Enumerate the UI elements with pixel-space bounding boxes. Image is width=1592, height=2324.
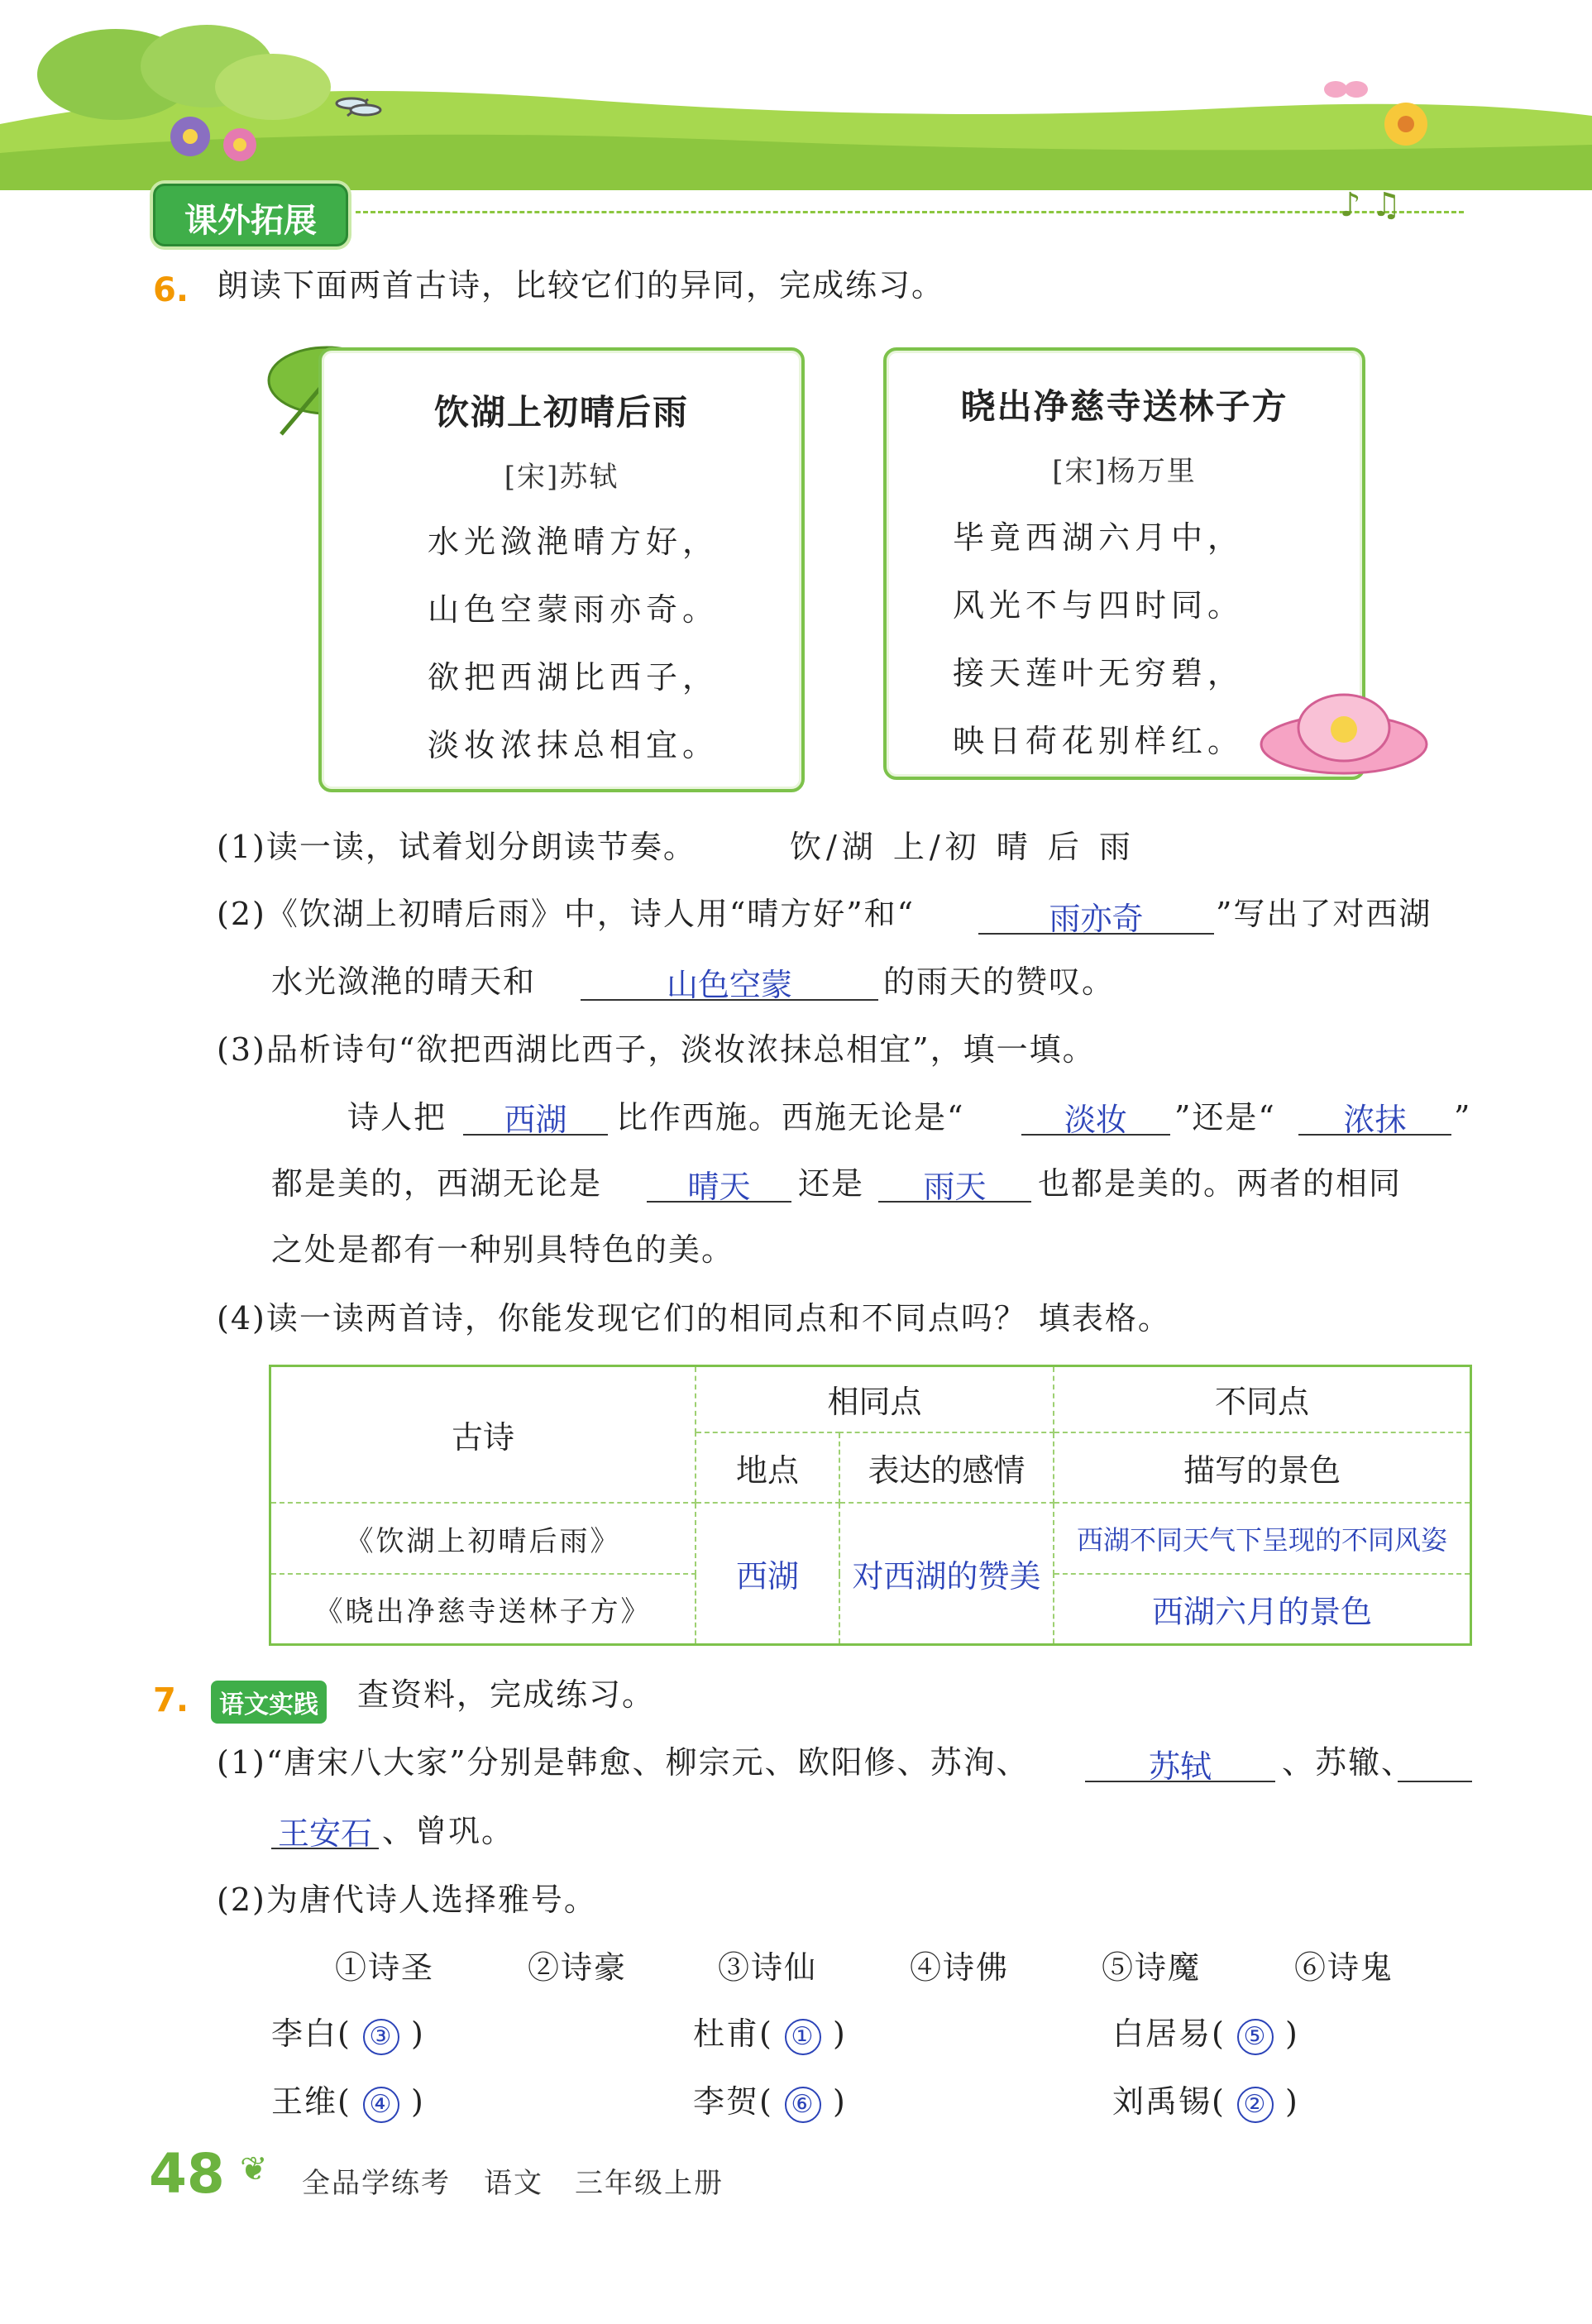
poem-line: 欲把西湖比西子， — [428, 659, 720, 696]
answer-blank[interactable]: 雨亦奇 — [978, 893, 1214, 935]
answer-blank[interactable]: 山色空蒙 — [581, 959, 878, 1001]
book-title: 全品学练考 — [302, 2167, 451, 2200]
poem-line: 接天莲叶无穷碧， — [953, 655, 1245, 691]
page-number: 48 — [149, 2142, 225, 2206]
poem-line: 山色空蒙雨亦奇。 — [428, 591, 720, 628]
subquestion-2: (2)《饮湖上初晴后雨》中，诗人用“晴方好”和“ — [217, 896, 916, 932]
text: 的雨天的赞叹。 — [883, 964, 1116, 1000]
poem-author: [宋]杨万里 — [1052, 455, 1197, 488]
text: 、苏辙、 — [1282, 1744, 1415, 1781]
text: 、曾巩。 — [382, 1813, 515, 1849]
comparison-table — [269, 1365, 1472, 1646]
answer-blank[interactable]: 王安石 — [271, 1808, 379, 1849]
answer-cell[interactable]: 对西湖的赞美 — [839, 1503, 1054, 1644]
text: 都是美的，西湖无论是 — [271, 1165, 603, 1202]
question-prompt: 查资料，完成练习。 — [357, 1676, 656, 1713]
poet-item: 刘禹锡( ② ) — [1112, 2086, 1299, 2123]
answer-blank-line — [1398, 1781, 1472, 1782]
practice-tag: 语文实践 — [211, 1681, 327, 1724]
question-number: 7. — [153, 1681, 189, 1719]
question-prompt: 朗读下面两首古诗，比较它们的异同，完成练习。 — [217, 267, 945, 304]
option: ④诗佛 — [910, 1949, 1010, 1986]
answer-mark[interactable]: ① — [785, 2019, 821, 2055]
question-number: 6. — [153, 271, 189, 309]
poem-line: 风光不与四时同。 — [953, 587, 1245, 624]
answer-mark[interactable]: ④ — [363, 2087, 399, 2123]
answer-cell[interactable]: 西湖六月的景色 — [1054, 1574, 1471, 1645]
subject: 语文 — [484, 2167, 543, 2200]
poet-item: 白居易( ⑤ ) — [1112, 2018, 1299, 2055]
answer-mark[interactable]: ② — [1237, 2087, 1274, 2123]
subquestion-3: (3)品析诗句“欲把西湖比西子，淡妆浓抹总相宜”，填一填。 — [217, 1031, 1096, 1068]
poem-line: 映日荷花别样红。 — [953, 723, 1245, 759]
text: 水光潋滟的晴天和 — [271, 964, 537, 1000]
poet-item: 杜甫( ① ) — [693, 2018, 847, 2055]
poem-line: 淡妆浓抹总相宜。 — [428, 727, 720, 763]
butterfly-icon — [1324, 81, 1368, 98]
subquestion-1: (1)“唐宋八大家”分别是韩愈、柳宗元、欧阳修、苏洵、 — [217, 1744, 1030, 1781]
answer-blank[interactable]: 淡妆 — [1021, 1094, 1170, 1136]
answer-blank[interactable]: 晴天 — [647, 1161, 791, 1203]
section-divider — [356, 211, 1464, 213]
option: ①诗圣 — [335, 1949, 435, 1986]
poem-title: 晓出净慈寺送林子方 — [960, 386, 1288, 427]
poem-line: 毕竟西湖六月中， — [953, 519, 1245, 556]
text: 还是 — [798, 1165, 865, 1202]
option: ③诗仙 — [718, 1949, 818, 1986]
poet-item: 李白( ③ ) — [271, 2018, 425, 2055]
table-cell: 《晓出净慈寺送林子方》 — [270, 1574, 696, 1645]
text: ”还是“ — [1174, 1099, 1276, 1136]
poem-title: 饮湖上初晴后雨 — [433, 392, 689, 433]
answer-mark[interactable]: ⑥ — [785, 2087, 821, 2123]
option: ②诗豪 — [528, 1949, 628, 1986]
text: 诗人把 — [347, 1099, 447, 1136]
answer-cell[interactable]: 西湖不同天气下呈现的不同风姿 — [1054, 1503, 1471, 1574]
subquestion-2: (2)为唐代诗人选择雅号。 — [217, 1882, 597, 1918]
answer-mark[interactable]: ⑤ — [1237, 2019, 1274, 2055]
poet-item: 王维( ④ ) — [271, 2086, 425, 2123]
subquestion-1: (1)读一读，试着划分朗读节奏。 — [217, 829, 696, 865]
answer-blank[interactable]: 西湖 — [463, 1094, 608, 1136]
answer-mark[interactable]: ③ — [363, 2019, 399, 2055]
table-cell: 《饮湖上初晴后雨》 — [270, 1503, 696, 1574]
option: ⑤诗魔 — [1102, 1949, 1202, 1986]
answer-cell[interactable]: 西湖 — [696, 1503, 839, 1644]
answer-blank[interactable]: 雨天 — [878, 1161, 1031, 1203]
section-tag — [153, 184, 348, 246]
leaf-icon: ❦ — [240, 2150, 268, 2188]
text: ”写出了对西湖 — [1216, 896, 1432, 932]
rhythm-marking: 饮/湖 上/初 晴 后 雨 — [790, 829, 1135, 865]
table-header: 地点 — [696, 1432, 839, 1504]
subquestion-4: (4)读一读两首诗，你能发现它们的相同点和不同点吗？ 填表格。 — [217, 1300, 1171, 1337]
poem-card-1 — [318, 347, 805, 792]
table-header: 不同点 — [1054, 1366, 1471, 1432]
poem-author: [宋]苏轼 — [504, 461, 619, 494]
table-header: 表达的感情 — [839, 1432, 1054, 1504]
grade: 三年级上册 — [575, 2167, 724, 2200]
table-header: 相同点 — [696, 1366, 1054, 1432]
answer-blank[interactable]: 苏轼 — [1085, 1741, 1275, 1782]
text: ” — [1454, 1099, 1472, 1136]
poem-line: 水光潋滟晴方好， — [428, 524, 720, 560]
music-note-icon: ♪ ♫ — [1340, 186, 1402, 224]
section-tag-label: 课外拓展 — [184, 202, 317, 240]
answer-blank[interactable]: 浓抹 — [1298, 1094, 1451, 1136]
header-banner — [0, 0, 1592, 190]
table-header: 描写的景色 — [1054, 1432, 1471, 1504]
text: 之处是都有一种别具特色的美。 — [271, 1231, 735, 1268]
text: 也都是美的。两者的相同 — [1038, 1165, 1403, 1202]
lotus-flower-icon — [1249, 678, 1439, 802]
table-header: 古诗 — [270, 1366, 696, 1504]
option: ⑥诗鬼 — [1294, 1949, 1394, 1986]
text: 比作西施。西施无论是“ — [616, 1099, 965, 1136]
poet-item: 李贺( ⑥ ) — [693, 2086, 847, 2123]
